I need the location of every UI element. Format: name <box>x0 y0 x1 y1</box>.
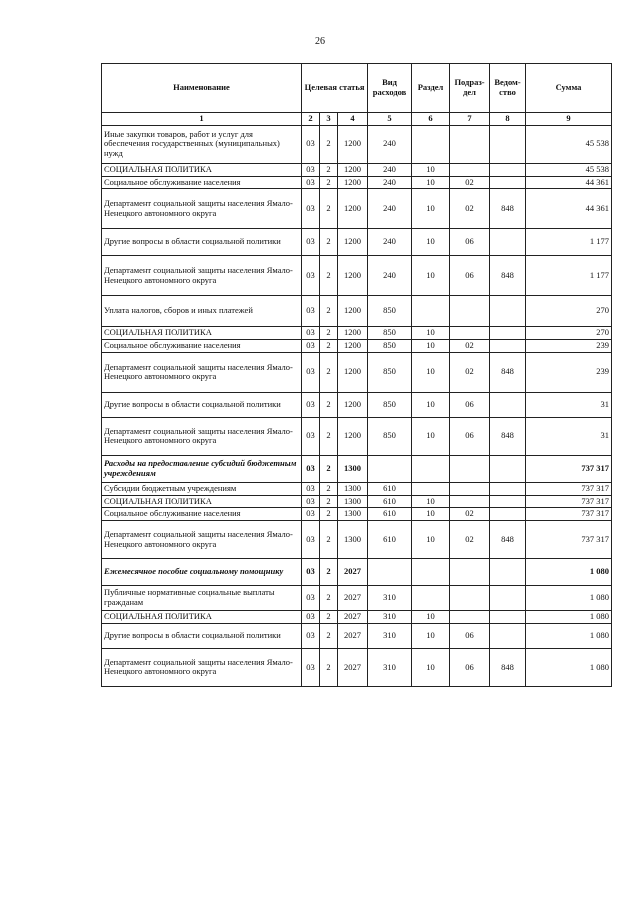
row-name: СОЦИАЛЬНАЯ ПОЛИТИКА <box>102 163 302 176</box>
table-row <box>102 611 612 624</box>
target-article-subprogram: 2 <box>320 611 338 624</box>
amount-cell: 44 361 <box>526 176 612 189</box>
section-cell: 10 <box>412 611 450 624</box>
expense-type-cell: 850 <box>368 340 412 353</box>
department-cell: 848 <box>490 352 526 392</box>
target-article-subprogram: 2 <box>320 296 338 327</box>
target-article-subprogram: 2 <box>320 559 338 586</box>
target-article-code: 1200 <box>338 125 368 163</box>
target-article-code: 1200 <box>338 189 368 229</box>
row-name: Социальное обслуживание населения <box>102 508 302 521</box>
target-article-code: 2027 <box>338 559 368 586</box>
expense-type-cell: 310 <box>368 611 412 624</box>
target-article-subprogram: 2 <box>320 189 338 229</box>
table-row <box>102 586 612 611</box>
row-name: Департамент социальной защиты населения Ямало-Ненецкого автономного округа <box>102 256 302 296</box>
expense-type-cell: 310 <box>368 648 412 686</box>
column-number: 7 <box>450 113 490 126</box>
target-article-program: 03 <box>302 559 320 586</box>
target-article-program: 03 <box>302 176 320 189</box>
target-article-program: 03 <box>302 611 320 624</box>
target-article-subprogram: 2 <box>320 125 338 163</box>
column-number: 6 <box>412 113 450 126</box>
target-article-code: 1200 <box>338 296 368 327</box>
target-article-program: 03 <box>302 586 320 611</box>
section-cell <box>412 296 450 327</box>
header-row <box>102 64 612 113</box>
target-article-code: 1300 <box>338 482 368 495</box>
target-article-subprogram: 2 <box>320 327 338 340</box>
amount-cell: 270 <box>526 296 612 327</box>
column-number: 2 <box>302 113 320 126</box>
subsection-cell: 02 <box>450 521 490 559</box>
table-row <box>102 352 612 392</box>
target-article-code: 1200 <box>338 392 368 417</box>
subsection-cell <box>450 125 490 163</box>
header-section: Раздел <box>412 64 450 113</box>
row-name: Другие вопросы в области социальной политики <box>102 392 302 417</box>
row-name: СОЦИАЛЬНАЯ ПОЛИТИКА <box>102 495 302 508</box>
table-row <box>102 648 612 686</box>
expense-type-cell: 310 <box>368 623 412 648</box>
target-article-subprogram: 2 <box>320 508 338 521</box>
row-name: Департамент социальной защиты населения Ямало-Ненецкого автономного округа <box>102 648 302 686</box>
expense-type-cell: 850 <box>368 392 412 417</box>
table-row <box>102 229 612 256</box>
department-cell <box>490 455 526 482</box>
section-cell: 10 <box>412 392 450 417</box>
section-cell <box>412 482 450 495</box>
table-row <box>102 256 612 296</box>
header-subsection: Подраз-дел <box>450 64 490 113</box>
target-article-code: 2027 <box>338 623 368 648</box>
target-article-program: 03 <box>302 327 320 340</box>
row-name: Иные закупки товаров, работ и услуг для обеспечения государственных (муниципальных) нужд <box>102 125 302 163</box>
row-name: Расходы на предоставление субсидий бюджетным учреждениям <box>102 455 302 482</box>
target-article-subprogram: 2 <box>320 163 338 176</box>
header-department: Ведом-ство <box>490 64 526 113</box>
row-name: Ежемесячное пособие социальному помощнику <box>102 559 302 586</box>
column-number: 9 <box>526 113 612 126</box>
target-article-code: 1200 <box>338 256 368 296</box>
column-number: 8 <box>490 113 526 126</box>
target-article-program: 03 <box>302 296 320 327</box>
row-name: Департамент социальной защиты населения Ямало-Ненецкого автономного округа <box>102 352 302 392</box>
table-row <box>102 176 612 189</box>
amount-cell: 1 080 <box>526 648 612 686</box>
column-number-row <box>102 113 612 126</box>
amount-cell: 737 317 <box>526 482 612 495</box>
target-article-code: 1300 <box>338 455 368 482</box>
header-name: Наименование <box>102 64 302 113</box>
row-name: Уплата налогов, сборов и иных платежей <box>102 296 302 327</box>
target-article-code: 1200 <box>338 352 368 392</box>
target-article-program: 03 <box>302 417 320 455</box>
target-article-program: 03 <box>302 352 320 392</box>
target-article-program: 03 <box>302 495 320 508</box>
subsection-cell <box>450 559 490 586</box>
page-number: 26 <box>315 36 325 47</box>
amount-cell: 31 <box>526 417 612 455</box>
row-name: Департамент социальной защиты населения Ямало-Ненецкого автономного округа <box>102 521 302 559</box>
section-cell: 10 <box>412 229 450 256</box>
subsection-cell: 06 <box>450 623 490 648</box>
subsection-cell: 02 <box>450 340 490 353</box>
department-cell <box>490 125 526 163</box>
amount-cell: 737 317 <box>526 495 612 508</box>
table-row <box>102 392 612 417</box>
amount-cell: 737 317 <box>526 455 612 482</box>
row-name: Департамент социальной защиты населения Ямало-Ненецкого автономного округа <box>102 417 302 455</box>
subsection-cell: 02 <box>450 352 490 392</box>
expense-type-cell <box>368 559 412 586</box>
target-article-subprogram: 2 <box>320 521 338 559</box>
section-cell: 10 <box>412 623 450 648</box>
department-cell <box>490 495 526 508</box>
department-cell: 848 <box>490 521 526 559</box>
subsection-cell: 02 <box>450 189 490 229</box>
target-article-code: 2027 <box>338 648 368 686</box>
target-article-subprogram: 2 <box>320 229 338 256</box>
amount-cell: 45 538 <box>526 125 612 163</box>
department-cell <box>490 340 526 353</box>
amount-cell: 1 177 <box>526 229 612 256</box>
section-cell: 10 <box>412 495 450 508</box>
department-cell <box>490 508 526 521</box>
department-cell <box>490 482 526 495</box>
target-article-program: 03 <box>302 340 320 353</box>
department-cell <box>490 392 526 417</box>
amount-cell: 1 080 <box>526 559 612 586</box>
target-article-program: 03 <box>302 482 320 495</box>
section-cell: 10 <box>412 163 450 176</box>
row-name: Другие вопросы в области социальной политики <box>102 229 302 256</box>
section-cell: 10 <box>412 417 450 455</box>
target-article-subprogram: 2 <box>320 623 338 648</box>
department-cell: 848 <box>490 189 526 229</box>
subsection-cell: 06 <box>450 648 490 686</box>
target-article-program: 03 <box>302 521 320 559</box>
target-article-code: 2027 <box>338 586 368 611</box>
target-article-code: 1300 <box>338 521 368 559</box>
target-article-subprogram: 2 <box>320 648 338 686</box>
section-cell: 10 <box>412 521 450 559</box>
table-row <box>102 340 612 353</box>
target-article-code: 1200 <box>338 417 368 455</box>
section-cell: 10 <box>412 340 450 353</box>
expense-type-cell: 610 <box>368 521 412 559</box>
amount-cell: 737 317 <box>526 508 612 521</box>
target-article-program: 03 <box>302 125 320 163</box>
row-name: Субсидии бюджетным учреждениям <box>102 482 302 495</box>
table-row <box>102 455 612 482</box>
expense-type-cell: 240 <box>368 256 412 296</box>
target-article-program: 03 <box>302 648 320 686</box>
table-row <box>102 521 612 559</box>
target-article-code: 1300 <box>338 508 368 521</box>
section-cell <box>412 455 450 482</box>
amount-cell: 44 361 <box>526 189 612 229</box>
budget-table-body <box>102 125 612 686</box>
expense-type-cell: 850 <box>368 352 412 392</box>
target-article-subprogram: 2 <box>320 455 338 482</box>
table-row <box>102 327 612 340</box>
subsection-cell <box>450 586 490 611</box>
subsection-cell: 06 <box>450 392 490 417</box>
table-row <box>102 482 612 495</box>
section-cell <box>412 559 450 586</box>
amount-cell: 239 <box>526 352 612 392</box>
department-cell: 848 <box>490 256 526 296</box>
section-cell: 10 <box>412 648 450 686</box>
subsection-cell: 02 <box>450 508 490 521</box>
expense-type-cell <box>368 455 412 482</box>
amount-cell: 45 538 <box>526 163 612 176</box>
table-row <box>102 125 612 163</box>
section-cell: 10 <box>412 176 450 189</box>
subsection-cell <box>450 163 490 176</box>
subsection-cell <box>450 495 490 508</box>
section-cell <box>412 586 450 611</box>
header-amount: Сумма <box>526 64 612 113</box>
header-expense-type: Вид расходов <box>368 64 412 113</box>
department-cell: 848 <box>490 417 526 455</box>
target-article-code: 1200 <box>338 327 368 340</box>
department-cell <box>490 559 526 586</box>
subsection-cell: 02 <box>450 176 490 189</box>
subsection-cell: 06 <box>450 256 490 296</box>
target-article-program: 03 <box>302 392 320 417</box>
target-article-program: 03 <box>302 229 320 256</box>
subsection-cell <box>450 482 490 495</box>
target-article-code: 2027 <box>338 611 368 624</box>
expense-type-cell: 310 <box>368 586 412 611</box>
column-number: 4 <box>338 113 368 126</box>
department-cell <box>490 229 526 256</box>
expense-type-cell: 240 <box>368 176 412 189</box>
section-cell <box>412 125 450 163</box>
column-number: 5 <box>368 113 412 126</box>
expense-type-cell: 850 <box>368 417 412 455</box>
target-article-subprogram: 2 <box>320 256 338 296</box>
target-article-subprogram: 2 <box>320 392 338 417</box>
expense-type-cell: 610 <box>368 508 412 521</box>
target-article-program: 03 <box>302 455 320 482</box>
amount-cell: 31 <box>526 392 612 417</box>
row-name: СОЦИАЛЬНАЯ ПОЛИТИКА <box>102 611 302 624</box>
department-cell <box>490 611 526 624</box>
header-target-article: Целевая статья <box>302 64 368 113</box>
row-name: Публичные нормативные социальные выплаты гражданам <box>102 586 302 611</box>
target-article-code: 1200 <box>338 340 368 353</box>
table-row <box>102 559 612 586</box>
target-article-subprogram: 2 <box>320 352 338 392</box>
department-cell <box>490 327 526 340</box>
amount-cell: 239 <box>526 340 612 353</box>
subsection-cell <box>450 327 490 340</box>
target-article-subprogram: 2 <box>320 417 338 455</box>
section-cell: 10 <box>412 508 450 521</box>
target-article-program: 03 <box>302 623 320 648</box>
subsection-cell <box>450 611 490 624</box>
subsection-cell <box>450 296 490 327</box>
target-article-subprogram: 2 <box>320 176 338 189</box>
row-name: СОЦИАЛЬНАЯ ПОЛИТИКА <box>102 327 302 340</box>
target-article-subprogram: 2 <box>320 495 338 508</box>
table-row <box>102 623 612 648</box>
amount-cell: 737 317 <box>526 521 612 559</box>
department-cell <box>490 176 526 189</box>
subsection-cell: 06 <box>450 417 490 455</box>
table-row <box>102 296 612 327</box>
row-name: Социальное обслуживание населения <box>102 176 302 189</box>
column-number: 3 <box>320 113 338 126</box>
expense-type-cell: 240 <box>368 125 412 163</box>
subsection-cell <box>450 455 490 482</box>
table-row <box>102 495 612 508</box>
department-cell <box>490 163 526 176</box>
department-cell <box>490 296 526 327</box>
target-article-subprogram: 2 <box>320 482 338 495</box>
budget-table <box>101 63 612 687</box>
target-article-code: 1200 <box>338 229 368 256</box>
table-row <box>102 189 612 229</box>
amount-cell: 1 080 <box>526 611 612 624</box>
department-cell: 848 <box>490 648 526 686</box>
target-article-program: 03 <box>302 163 320 176</box>
amount-cell: 1 080 <box>526 586 612 611</box>
expense-type-cell: 610 <box>368 482 412 495</box>
section-cell: 10 <box>412 189 450 229</box>
row-name: Социальное обслуживание населения <box>102 340 302 353</box>
expense-type-cell: 240 <box>368 189 412 229</box>
department-cell <box>490 586 526 611</box>
amount-cell: 270 <box>526 327 612 340</box>
target-article-program: 03 <box>302 189 320 229</box>
target-article-program: 03 <box>302 256 320 296</box>
expense-type-cell: 850 <box>368 296 412 327</box>
row-name: Другие вопросы в области социальной политики <box>102 623 302 648</box>
column-number: 1 <box>102 113 302 126</box>
subsection-cell: 06 <box>450 229 490 256</box>
table-row <box>102 508 612 521</box>
section-cell: 10 <box>412 352 450 392</box>
amount-cell: 1 080 <box>526 623 612 648</box>
target-article-program: 03 <box>302 508 320 521</box>
expense-type-cell: 610 <box>368 495 412 508</box>
target-article-subprogram: 2 <box>320 340 338 353</box>
target-article-subprogram: 2 <box>320 586 338 611</box>
expense-type-cell: 240 <box>368 229 412 256</box>
amount-cell: 1 177 <box>526 256 612 296</box>
table-row <box>102 417 612 455</box>
section-cell: 10 <box>412 256 450 296</box>
target-article-code: 1300 <box>338 495 368 508</box>
expense-type-cell: 240 <box>368 163 412 176</box>
department-cell <box>490 623 526 648</box>
expense-type-cell: 850 <box>368 327 412 340</box>
row-name: Департамент социальной защиты населения Ямало-Ненецкого автономного округа <box>102 189 302 229</box>
table-row <box>102 163 612 176</box>
section-cell: 10 <box>412 327 450 340</box>
target-article-code: 1200 <box>338 176 368 189</box>
target-article-code: 1200 <box>338 163 368 176</box>
